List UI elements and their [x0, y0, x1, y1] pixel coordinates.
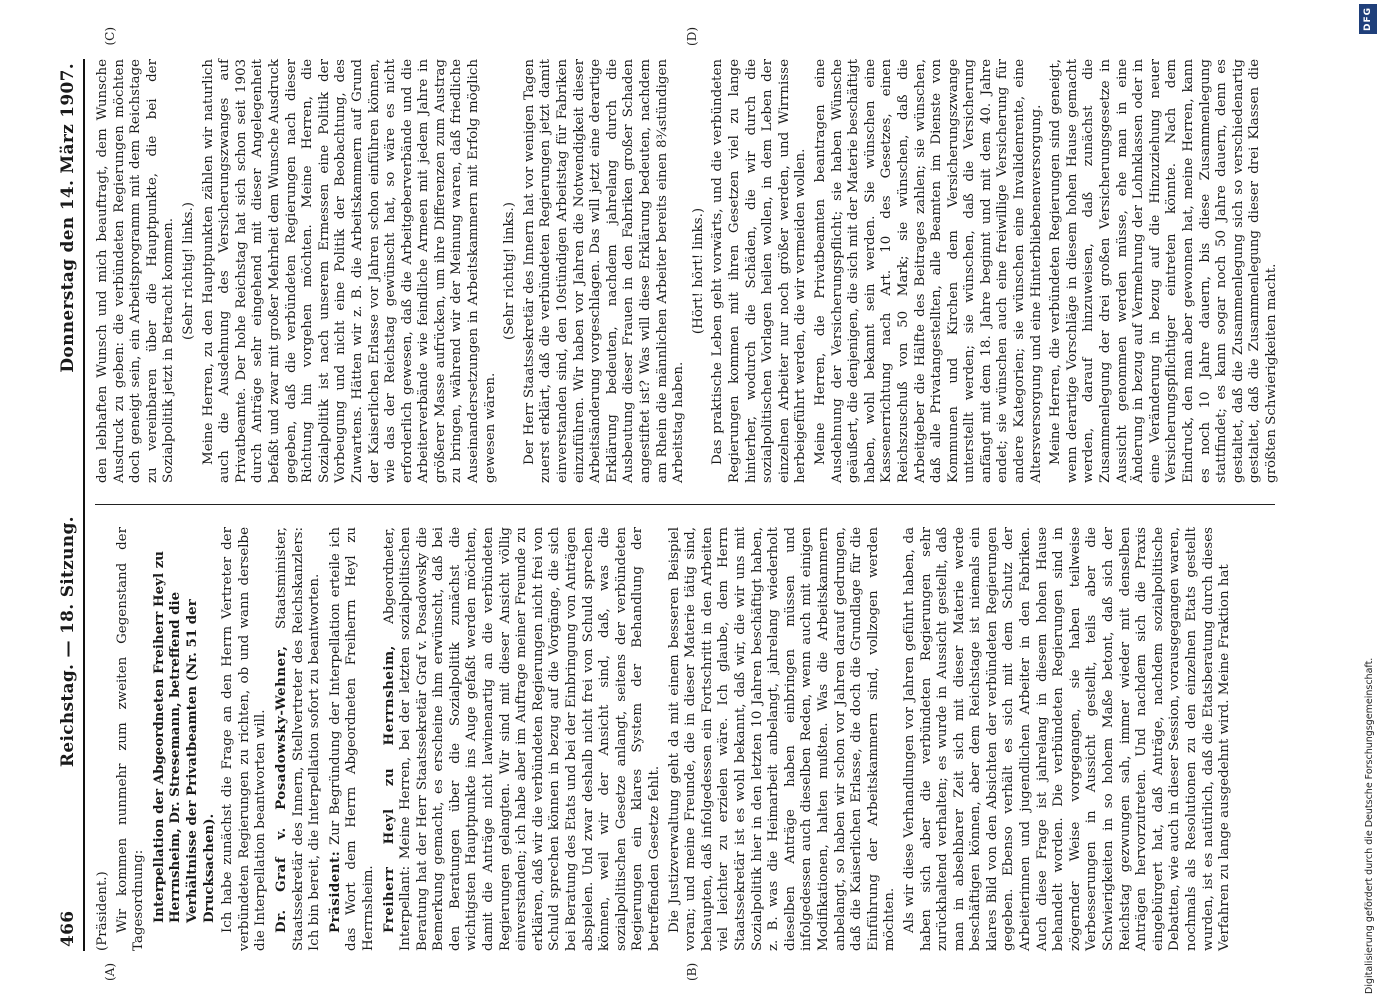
speaker-name: Präsident: — [326, 850, 343, 933]
margin-marker-a: (A) — [103, 962, 117, 981]
paragraph: Als wir diese Verhandlungen vor Jahren geführt haben, da haben sich aber die verbündeten Regierungen sehr zurückhaltend verhalten; es wurde in Aussicht gestellt, daß man in absehbarer Zeit sich mit dieser Materie werde beschäftigen können, aber dem Reichstage ist niemals ein klares Bild von den Absichten der verbündeten Regierungen gegeben. Ebenso verhält es sich mit dem Schutz der Arbeiterinnen und jugendlichen Arbeiter in den Fabriken. Auch diese Frage ist jahrelang in diesem hohen Hause behandelt worden. Die verbündeten Regierungen sind in zögernder Weise vorgegangen, sie haben teilweise Verbesserungen in Aussicht gestellt, teils aber die Schwierigkeiten in so hohem Maße betont, daß sich der Reichstag gezwungen sah, immer wieder mit denselben Anträgen hervorzutreten. Und nachdem sich die Praxis eingebürgert hat, daß Anträge, nachdem sozialpolitische Debatten, wie auch in dieser Session, vorausgegangen waren, nochmals als Resolutionen zu den einzelnen Etats gestellt wurden, ist es natürlich, daß die Etatsberatung durch dieses Verfahren zu lange ausgedehnt wird. Meine Fraktion hat — [901, 527, 1233, 951]
paragraph: Meine Herren, die verbündeten Regierungen sind geneigt, wenn derartige Vorschläge in diesem hohen Hause gemacht werden, darauf hinzuweisen, daß zunächst die Zusammenlegung der drei großen Versicherungsgesetze in Aussicht genommen werden müsse, ehe man in eine Änderung in bezug auf Vermehrung der Lohnklassen oder in eine Veränderung in bezug auf die Hinzuziehung neuer Versicherungspflichtiger eintreten könnte. Nach dem Eindruck, den man aber gewonnen hat, meine Herren, kann es noch 10 Jahre dauern, bis diese Zusammenlegung stattfindet; es kann sogar noch 50 Jahre dauern, denn es gestaltet, daß die Zusammenlegung sich so verschiedenartig gestaltet, daß die Zusammenlegung dieser drei Klassen die größten Schwierigkeiten macht. — [1048, 59, 1279, 483]
paragraph: Der Herr Staatssekretär des Innern hat vor wenigen Tagen zuerst erklärt, daß die verbündeten Regierungen jetzt damit einverstanden sind, den 10stündigen Arbeitstag für Fabriken einzuführen. Wir haben vor Jahren die Notwendigkeit dieser Arbeitsänderung vorgeschlagen. Das will jetzt eine derartige Erklärung bedeuten, nachdem jahrelang durch die Ausbeutung dieser Frauen in den Fabriken großer Schaden angestiftet ist? Was will diese Erklärung bedeuten, nachdem am Rhein die männlichen Arbeiter bereits einen 8¾stündigen Arbeitstag haben. — [521, 59, 687, 483]
digitization-note: Digitalisierung gefördert durch die Deutsche Forschungsgemeinschaft. — [1364, 657, 1375, 994]
paragraph — [327, 527, 378, 951]
text-columns — [95, 27, 1279, 981]
speaker-name: Dr. Graf v. Posadowsky-Wehner, — [272, 645, 289, 933]
interjection: (Sehr richtig! links.) — [502, 202, 518, 340]
session-title: Reichstag. — 18. Sitzung. — [58, 516, 78, 768]
paragraph: Die Justizverwaltung geht da mit einem besseren Beispiel voran; und meine Freunde, die in dieser Materie tätig sind, behaupten, daß infolgedessen ein Fortschritt in den Arbeiten viel leichter zu erzielen wäre. Ich glaube, dem Herrn Staatssekretär ist es wohl bekannt, daß wir, die wir uns mit Sozialpolitik hier in den letzten 10 Jahren beschäftigt haben, z. B. was die Heimarbeit anbelangt, jahrelang wiederholt dieselben Anträge haben einbringen müssen und infolgedessen auch dieselben Reden, wenn auch mit einigen Modifikationen, halten mußten. Was die Arbeitskammern anbelangt, so haben wir schon vor Jahren darauf gedrungen, daß die Kaiserlichen Erlasse, die doch die Grundlage für die Einführung der Arbeitskammern sind, vollzogen werden möchten. — [666, 527, 898, 951]
speech-text: Zur Begründung der Interpellation erteile ich das Wort dem Herrn Abgeordneten Freiherrn Heyl zu Herrnsheim. — [327, 527, 376, 951]
interjection: (Sehr richtig! links.) — [180, 202, 196, 340]
speech-text: Staatsminister, Staatssekretär des Innern, Stellvertreter des Reichskanzlers: Ich bin bereit, die Interpellation sofort zu beantworten. — [273, 527, 323, 951]
margin-marker-d: (D) — [685, 27, 699, 46]
right-column — [95, 59, 1279, 505]
paragraph — [381, 527, 664, 951]
speech-text: Abgeordneter, Interpellant: Meine Herren, bei der letzten sozialpolitischen Beratung hat der Herr Staatssekretär Graf v. Posadowsky die Bemerkung gemacht, es erscheine ihm erwünscht, daß bei den Beratungen über die Sozialpolitik zunächst die wichtigsten Hauptpunkte ins Auge gefaßt werden möchten, damit die Anträge nicht lawinenartig an die verbündeten Regierungen gelangten. Wir sind mit dieser Ansicht völlig einverstanden; ich habe aber im Auftrage meiner Freunde zu erklären, daß wir die verbündeten Regierungen nicht frei von Schuld sprechen können in bezug auf die Vorgänge, die sich bei Beratung des Etats und bei der Einbringung von Anträgen abspielen. Und zwar deshalb nicht frei von Schuld sprechen können, weil wir der Ansicht sind, daß, was die sozialpolitischen Gesetze anlangt, seitens der verbündeten Regierungen ein klares System der Behandlung der betreffenden Gesetze fehlt. — [381, 527, 662, 951]
interjection: (Hört! hört! links.) — [690, 207, 706, 335]
left-column — [95, 505, 1275, 951]
session-date: Donnerstag den 14. März 1907. — [58, 63, 78, 373]
paragraph: Meine Herren, zu den Hauptpunkten zählen wir naturlich auch die Ausdehnung des Versicherungszwanges auf Privatbeamte. Der hohe Reichstag hat sich schon seit 1903 durch Anträge sehr eingehend mit dieser Angelegenheit befaßt und zwar mit großer Mehrheit dem Wunsche Ausdruck gegeben, daß die verbündeten Regierungen nach dieser Richtung hin vorgehen möchten. Meine Herren, die Sozialpolitik ist nach unserem Ermessen eine Politik der Vorbeugung und nicht eine Politik der Beobachtung, des Zuwartens. Hätten wir z. B. die Arbeitskammern auf Grund der Kaiserlichen Erlasse vor Jahren schon einführen können, wie das der Reichstag gewünscht hat, so wäre es nicht erforderlich gewesen, daß die Arbeitgeberverbände und die Arbeiterverbände wie feindliche Armeen mit jedem Jahre in größerer Masse aufrücken, um ihre Differenzen zum Austrag zu bringen, während wir der Meinung waren, daß friedliche Auseinandersetzungen in Arbeitskammern mit Erfolg möglich gewesen wären. — [200, 59, 498, 483]
speaker-tag: (Präsident.) — [95, 871, 110, 951]
running-head — [58, 59, 85, 951]
paragraph: Ich habe zunächst die Frage an den Herrn Vertreter der verbündeten Regierungen zu richten, ob und wann derselbe die Interpellation beantworten will. — [220, 527, 269, 951]
column-divider — [95, 504, 1275, 505]
margin-marker-b: (B) — [685, 962, 699, 981]
rotated-page — [40, 25, 1350, 985]
paragraph — [273, 527, 324, 951]
agenda-item: Interpellation der Abgeordneten Freiherr Heyl zu Herrnsheim, Dr. Stresemann, betreffend die Verhältnisse der Privatbeamten (Nr. 51 der Drucksachen). — [150, 550, 217, 923]
paragraph: Wir kommen nunmehr zum zweiten Gegenstand der Tagesordnung: — [114, 527, 147, 951]
paragraph: den lebhaften Wunsch und mich beauftragt, dem Wunsche Ausdruck zu geben: die verbündeten Regierungen möchten doch geneigt sein, ein Arbeitsprogramm mit dem Reichstage zu vereinbaren über die Hauptpunkte, die bei der Sozialpolitik jetzt in Betracht kommen. — [95, 59, 177, 483]
paragraph: Das praktische Leben geht vorwärts, und die verbündeten Regierungen kommen mit ihren Gesetzen viel zu lange hinterher, wodurch die Schäden, die wir durch die sozialpolitischen Vorlagen heilen wollen, in dem Leben der einzelnen Arbeiter nur noch größer werden, und Wirrnisse herbeigeführt werden, die wir vermeiden wollen. — [710, 59, 809, 483]
page-number: 466 — [58, 910, 78, 947]
speaker-name: Freiherr Heyl zu Herrnsheim, — [380, 645, 397, 933]
paragraph: Meine Herren, die Privatbeamten beantragen eine Ausdehnung der Versicherungspflicht; sie haben Wünsche geäußert, die denjenigen, die sich mit der Materie beschäftigt haben, wohl bekannt sein werden. Sie wünschen eine Kassenerrichtung nach Art. 10 des Gesetzes, einen Reichszuschuß von 50 Mark; sie wünschen, daß die Arbeitgeber die Hälfte des Beitrages zahlen; sie wünschen, daß alle Privatangestellten, alle Beamten im Dienste von Kommunen und Kirchen dem Versicherungszwange unterstellt werden; sie wünschen, daß die Versicherung anfängt mit dem 18. Jahre beginnt und mit dem 40. Jahre endet; sie wünschen auch eine freiwillige Versicherung für andere Kategorien; sie wünschen eine Invalidenrente, eine Altersversorgung und eine Hinterbliebenenversorgung. — [812, 59, 1044, 483]
dfg-logo: DFG — [1359, 4, 1377, 34]
margin-marker-c: (C) — [103, 27, 117, 46]
